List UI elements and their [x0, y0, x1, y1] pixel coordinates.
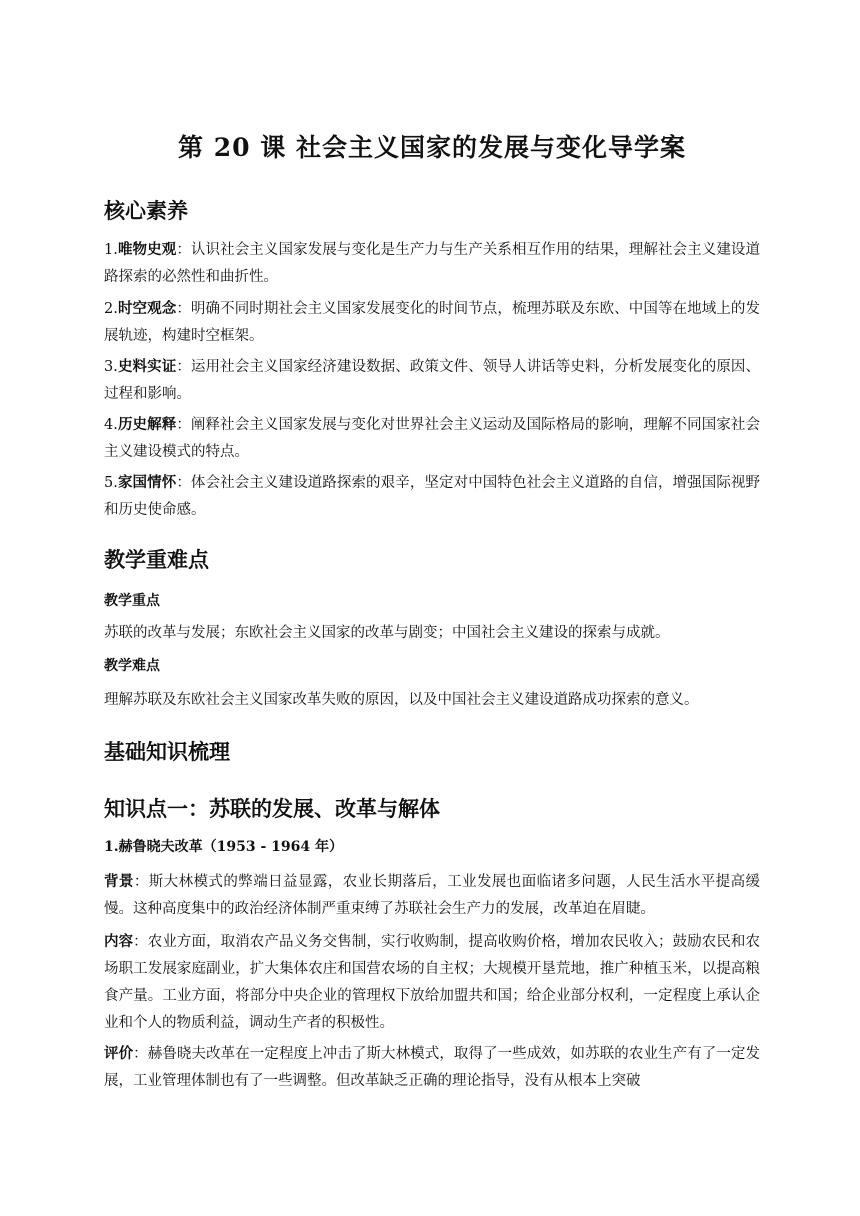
subsection-number: 1. [104, 839, 119, 855]
background-paragraph [104, 868, 760, 923]
item-text: ：明确不同时期社会主义国家发展变化的时间节点，梳理苏联及东欧、中国等在地域上的发展轨迹，构建时空框架。 [104, 301, 761, 344]
knowledge-point-heading: 知识点一：苏联的发展、改革与解体 [104, 796, 440, 821]
item-text: ：体会社会主义建设道路探索的艰辛，坚定对中国特色社会主义道路的自信，增强国际视野和历史使命感。 [104, 475, 761, 518]
core-literacy-heading: 核心素养 [104, 198, 188, 223]
subsection-years: （1953 - 1964 年） [202, 839, 343, 855]
content-label: 内容 [104, 933, 134, 950]
core-literacy-item [104, 469, 760, 524]
item-label: 家国情怀 [117, 474, 177, 491]
item-label: 唯物史观 [117, 241, 177, 258]
core-literacy-item [104, 236, 760, 291]
subsection-label: 赫鲁晓夫改革 [118, 839, 203, 855]
item-number: 5. [104, 475, 118, 491]
item-label: 时空观念 [117, 300, 177, 317]
subsection-heading [104, 836, 343, 858]
page-title: 第 20 课 社会主义国家的发展与变化导学案 [178, 133, 686, 162]
core-literacy-item [104, 353, 760, 408]
item-label: 历史解释 [117, 416, 177, 433]
core-literacy-item [104, 411, 760, 466]
item-text: ：运用社会主义国家经济建设数据、政策文件、领导人讲话等史料，分析发展变化的原因、过程和影响。 [104, 359, 761, 402]
difficulty-text: 理解苏联及东欧社会主义国家改革失败的原因，以及中国社会主义建设道路成功探索的意义。 [104, 692, 699, 708]
background-label: 背景 [104, 873, 134, 890]
content-paragraph [104, 928, 760, 1037]
item-number: 2. [104, 301, 118, 317]
item-number: 3. [104, 359, 118, 375]
item-number: 4. [104, 417, 118, 433]
evaluation-paragraph [104, 1040, 760, 1095]
item-number: 1. [104, 242, 118, 258]
difficulty-label: 教学难点 [104, 658, 160, 674]
item-text: ：阐释社会主义国家发展与变化对世界社会主义运动及国际格局的影响，理解不同国家社会主义建设模式的特点。 [104, 417, 761, 460]
key-points-heading: 教学重难点 [104, 547, 209, 572]
item-text: ：认识社会主义国家发展与变化是生产力与生产关系相互作用的结果，理解社会主义建设道路探索的必然性和曲折性。 [104, 242, 761, 285]
basics-heading: 基础知识梳理 [104, 739, 230, 764]
core-literacy-item [104, 295, 760, 350]
content-text: ：农业方面，取消农产品义务交售制，实行收购制，提高收购价格，增加农民收入；鼓励农民和农场职工发展家庭副业，扩大集体农庄和国营农场的自主权；大规模开垦荒地，推广种植玉米，以提高粮食产量。工业方面，将部分中央企业的管理权下放给加盟共和国；给企业部分权利，一定程度上承认企业和个人的物质利益，调动生产者的积极性。 [104, 934, 761, 1031]
evaluation-label: 评价 [104, 1045, 134, 1062]
evaluation-text: ：赫鲁晓夫改革在一定程度上冲击了斯大林模式，取得了一些成效，如苏联的农业生产有了一定发展，工业管理体制也有了一些调整。但改革缺乏正确的理论指导，没有从根本上突破 [104, 1046, 761, 1089]
item-label: 史料实证 [117, 358, 177, 375]
background-text: ：斯大林模式的弊端日益显露，农业长期落后，工业发展也面临诸多问题，人民生活水平提高缓慢。这种高度集中的政治经济体制严重束缚了苏联社会生产力的发展，改革迫在眉睫。 [104, 874, 761, 917]
focus-text: 苏联的改革与发展；东欧社会主义国家的改革与剧变；中国社会主义建设的探索与成就。 [104, 625, 670, 641]
focus-label: 教学重点 [104, 593, 160, 609]
